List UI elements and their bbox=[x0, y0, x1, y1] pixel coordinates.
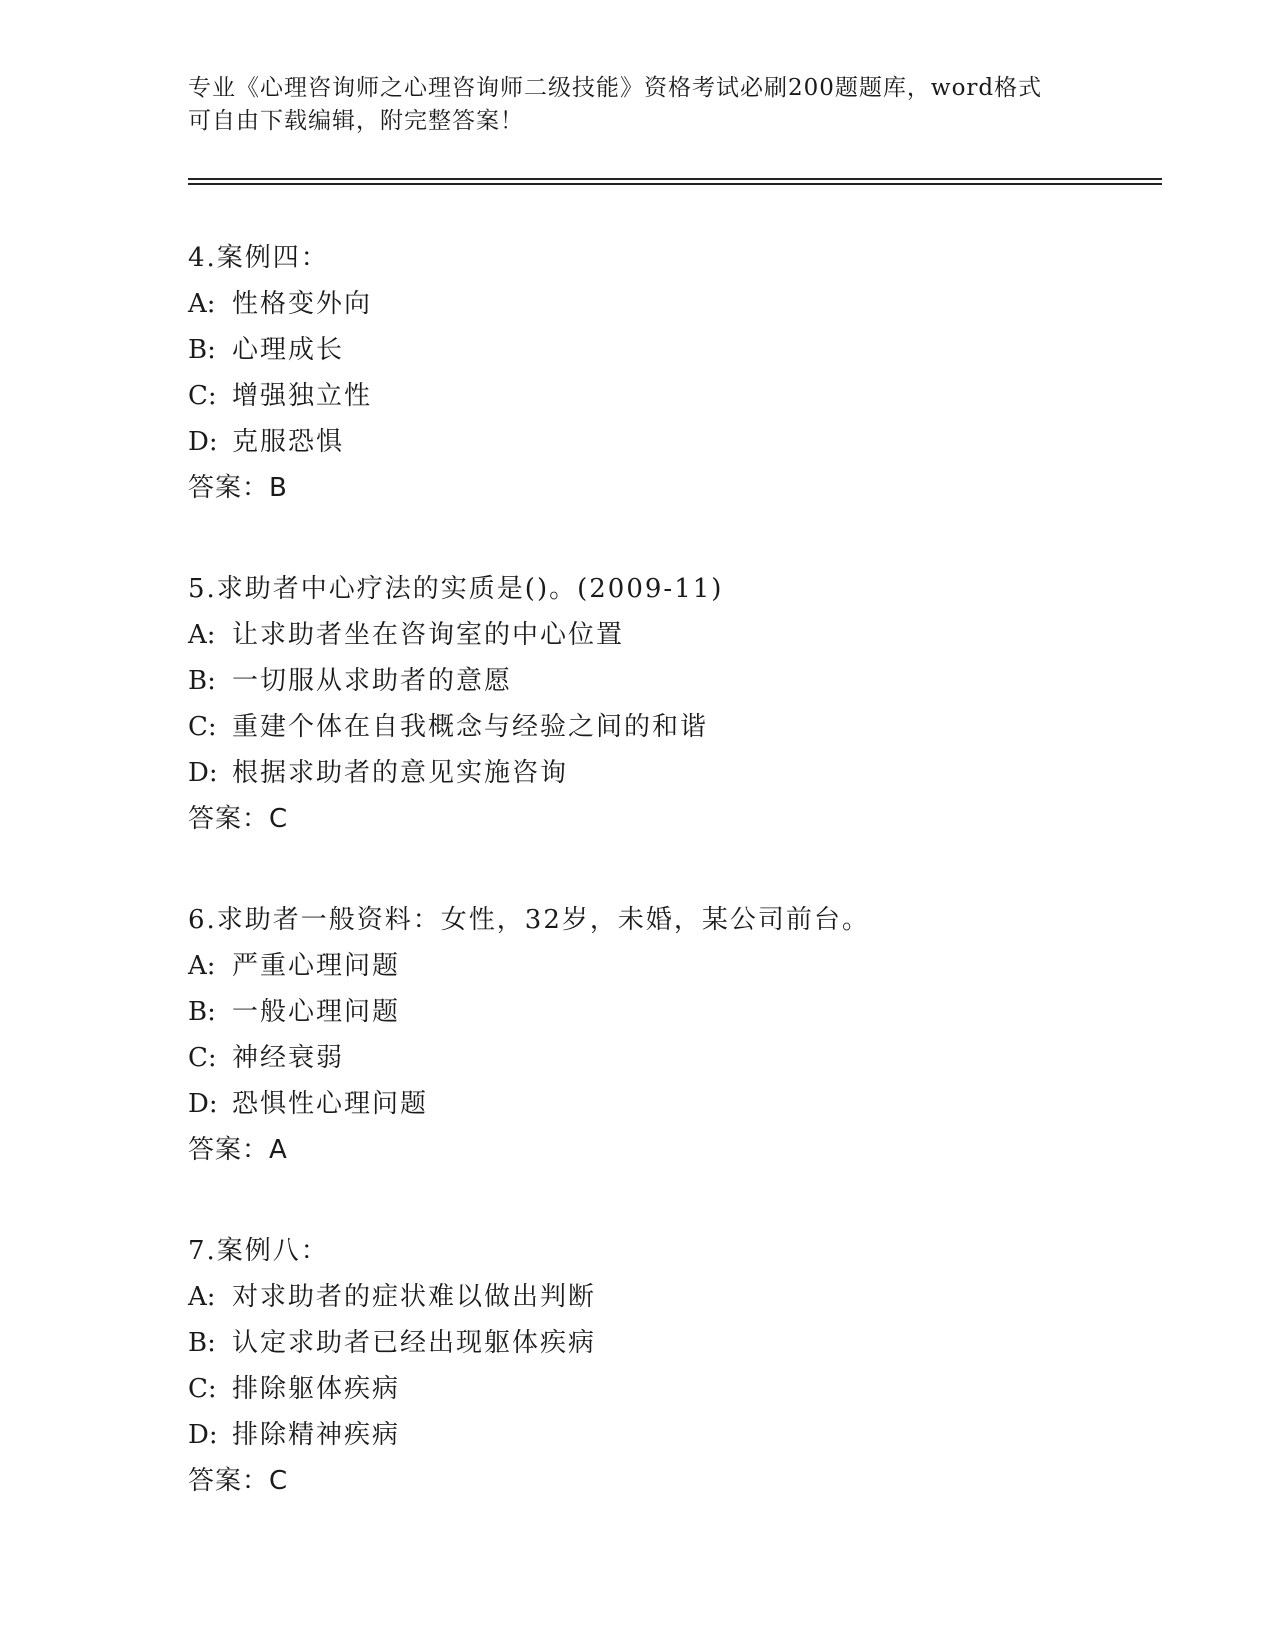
option-letter: A: bbox=[188, 620, 216, 650]
option-a bbox=[188, 612, 1148, 658]
question-block bbox=[188, 897, 1148, 1173]
option-text: 对求助者的症状难以做出判断 bbox=[232, 1282, 597, 1312]
question-list bbox=[188, 235, 1148, 1559]
option-d bbox=[188, 1412, 1148, 1458]
option-text: 根据求助者的意见实施咨询 bbox=[232, 758, 569, 788]
option-b bbox=[188, 989, 1148, 1035]
option-letter: A: bbox=[188, 289, 216, 319]
header-divider-bottom bbox=[188, 183, 1162, 185]
option-text: 性格变外向 bbox=[232, 289, 373, 319]
option-letter: D: bbox=[188, 758, 218, 788]
option-letter: B: bbox=[188, 997, 216, 1027]
question-block bbox=[188, 566, 1148, 842]
option-letter: B: bbox=[188, 335, 216, 365]
header-line-1: 专业《心理咨询师之心理咨询师二级技能》资格考试必刷200题题库，word格式 bbox=[188, 75, 1043, 101]
option-text: 重建个体在自我概念与经验之间的和谐 bbox=[232, 712, 709, 742]
option-letter: D: bbox=[188, 1420, 218, 1450]
option-text: 让求助者坐在咨询室的中心位置 bbox=[232, 620, 625, 650]
option-d bbox=[188, 750, 1148, 796]
option-letter: C: bbox=[188, 1043, 217, 1073]
document-header bbox=[188, 72, 1088, 138]
question-stem: 6.求助者一般资料：女性，32岁，未婚，某公司前台。 bbox=[188, 905, 870, 935]
option-c bbox=[188, 704, 1148, 750]
answer-line: 答案：A bbox=[188, 1135, 288, 1165]
option-d bbox=[188, 1081, 1148, 1127]
question-block bbox=[188, 235, 1148, 511]
option-letter: B: bbox=[188, 666, 216, 696]
option-letter: A: bbox=[188, 951, 216, 981]
question-stem: 7.案例八： bbox=[188, 1236, 329, 1266]
option-letter: C: bbox=[188, 712, 217, 742]
option-a bbox=[188, 1274, 1148, 1320]
option-a bbox=[188, 281, 1148, 327]
option-text: 一切服从求助者的意愿 bbox=[232, 666, 513, 696]
option-b bbox=[188, 1320, 1148, 1366]
option-c bbox=[188, 373, 1148, 419]
option-text: 增强独立性 bbox=[232, 381, 373, 411]
option-letter: B: bbox=[188, 1328, 216, 1358]
option-a bbox=[188, 943, 1148, 989]
option-text: 神经衰弱 bbox=[232, 1043, 345, 1073]
option-text: 严重心理问题 bbox=[232, 951, 401, 981]
option-b bbox=[188, 658, 1148, 704]
option-text: 一般心理问题 bbox=[232, 997, 401, 1027]
answer-line: 答案：C bbox=[188, 804, 289, 834]
question-stem: 4.案例四： bbox=[188, 243, 329, 273]
option-c bbox=[188, 1366, 1148, 1412]
answer-line: 答案：C bbox=[188, 1466, 289, 1496]
option-c bbox=[188, 1035, 1148, 1081]
option-text: 克服恐惧 bbox=[232, 427, 345, 457]
option-letter: A: bbox=[188, 1282, 216, 1312]
option-text: 心理成长 bbox=[232, 335, 345, 365]
question-stem: 5.求助者中心疗法的实质是()。(2009-11) bbox=[188, 574, 724, 604]
option-text: 排除躯体疾病 bbox=[232, 1374, 401, 1404]
header-divider-top bbox=[188, 178, 1162, 180]
answer-line: 答案：B bbox=[188, 473, 288, 503]
option-text: 排除精神疾病 bbox=[232, 1420, 401, 1450]
option-d bbox=[188, 419, 1148, 465]
option-b bbox=[188, 327, 1148, 373]
option-letter: C: bbox=[188, 1374, 217, 1404]
option-text: 恐惧性心理问题 bbox=[232, 1089, 429, 1119]
option-letter: D: bbox=[188, 427, 218, 457]
option-letter: C: bbox=[188, 381, 217, 411]
option-letter: D: bbox=[188, 1089, 218, 1119]
option-text: 认定求助者已经出现躯体疾病 bbox=[232, 1328, 597, 1358]
question-block bbox=[188, 1228, 1148, 1504]
header-line-2: 可自由下载编辑，附完整答案！ bbox=[188, 108, 524, 134]
